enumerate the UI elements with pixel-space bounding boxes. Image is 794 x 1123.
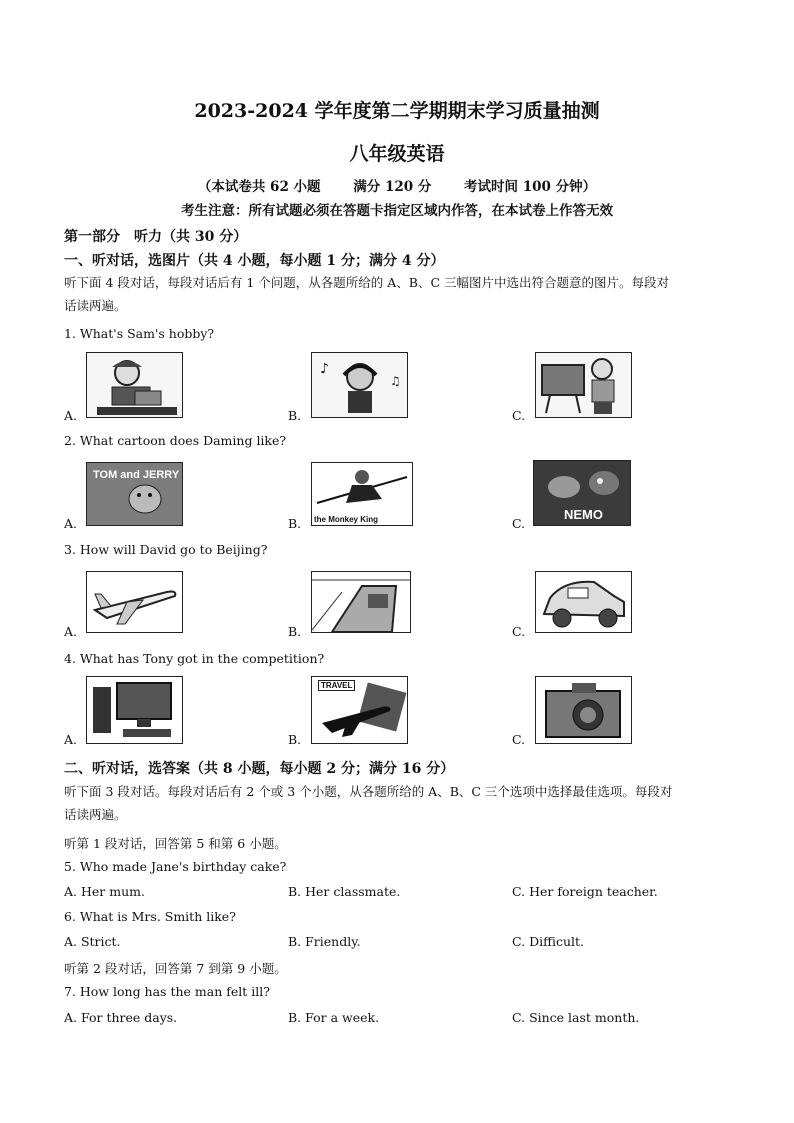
option-label: B.: [288, 732, 302, 747]
camera-icon[interactable]: [535, 676, 632, 744]
question-2: 2. What cartoon does Daming like?: [64, 433, 287, 448]
option-label: A.: [64, 516, 78, 531]
train-icon[interactable]: [311, 571, 411, 633]
exam-info: [0, 175, 794, 195]
instructions-line: 话读两遍。: [64, 807, 127, 822]
question-1: 1. What's Sam's hobby?: [64, 326, 215, 341]
exam-title: 2023-2024 学年度第二学期期末学习质量抽测: [194, 100, 600, 122]
question-7: 7. How long has the man felt ill?: [64, 984, 270, 999]
svg-text:♫: ♫: [390, 374, 401, 388]
instructions-line: 听下面 3 段对话。每段对话后有 2 个或 3 个小题，从各题所给的 A、B、C 三个选项中选择最佳选项。每段对: [64, 784, 673, 799]
part1-title: 第一部分 听力（共 30 分）: [64, 229, 248, 245]
option-c: C. Difficult.: [512, 934, 585, 949]
cartoon-title: NEMO: [564, 507, 603, 522]
option-c: C. Her foreign teacher.: [512, 884, 658, 899]
cartoon-title: the Monkey King: [314, 515, 379, 524]
question-3: 3. How will David go to Beijing?: [64, 542, 268, 557]
cartoon-title: TOM and JERRY: [93, 469, 180, 481]
question-6: 6. What is Mrs. Smith like?: [64, 909, 236, 924]
option-label: C.: [512, 516, 526, 531]
option-label: C.: [512, 408, 526, 423]
tom-and-jerry-image[interactable]: [86, 462, 183, 526]
option-label: A.: [64, 408, 78, 423]
question-5: 5. Who made Jane's birthday cake?: [64, 859, 287, 874]
svg-text:♪: ♪: [320, 361, 329, 377]
option-a: A. Strict.: [64, 934, 121, 949]
car-icon[interactable]: [535, 571, 632, 633]
instructions-line: 话读两遍。: [64, 298, 127, 313]
option-a: A. For three days.: [64, 1010, 178, 1025]
option-label: A.: [64, 732, 78, 747]
computer-icon[interactable]: [86, 676, 183, 744]
question-count: （本试卷共 62 小题: [197, 179, 321, 195]
dialog-1-intro: 听第 1 段对话，回答第 5 和第 6 小题。: [64, 836, 287, 851]
option-b: B. Her classmate.: [288, 884, 401, 899]
option-b: B. For a week.: [288, 1010, 380, 1025]
section1-instructions: [64, 271, 744, 317]
monkey-king-image[interactable]: [311, 462, 413, 526]
exam-subject: 八年级英语: [349, 143, 445, 165]
dialog-2-intro: 听第 2 段对话，回答第 7 到第 9 小题。: [64, 961, 287, 976]
plane-icon[interactable]: [86, 571, 183, 633]
boy-painting-icon[interactable]: [535, 352, 632, 418]
section2-instructions: [64, 780, 744, 826]
option-label: B.: [288, 624, 302, 639]
exam-notice: 考生注意：所有试题必须在答题卡指定区域内作答，在本试卷上作答无效: [181, 203, 613, 219]
exam-time: 考试时间 100 分钟）: [464, 179, 597, 195]
instructions-line: 听下面 4 段对话，每段对话后有 1 个问题，从各题所给的 A、B、C 三幅图片中选出符合题意的图片。每段对: [64, 275, 670, 290]
option-label: B.: [288, 516, 302, 531]
option-label: C.: [512, 732, 526, 747]
question-4: 4. What has Tony got in the competition?: [64, 651, 325, 666]
ticket-label: TRAVEL: [318, 680, 355, 691]
travel-ticket-icon[interactable]: [311, 676, 408, 744]
option-a: A. Her mum.: [64, 884, 145, 899]
boy-music-icon[interactable]: [311, 352, 408, 418]
section1-title: 一、听对话，选图片（共 4 小题，每小题 1 分；满分 4 分）: [64, 253, 445, 269]
total-score: 满分 120 分: [353, 179, 432, 195]
option-b: B. Friendly.: [288, 934, 361, 949]
option-c: C. Since last month.: [512, 1010, 640, 1025]
boy-reading-icon[interactable]: [86, 352, 183, 418]
option-label: A.: [64, 624, 78, 639]
option-label: B.: [288, 408, 302, 423]
section2-title: 二、听对话，选答案（共 8 小题，每小题 2 分；满分 16 分）: [64, 761, 455, 777]
nemo-image[interactable]: [533, 460, 631, 526]
option-label: C.: [512, 624, 526, 639]
